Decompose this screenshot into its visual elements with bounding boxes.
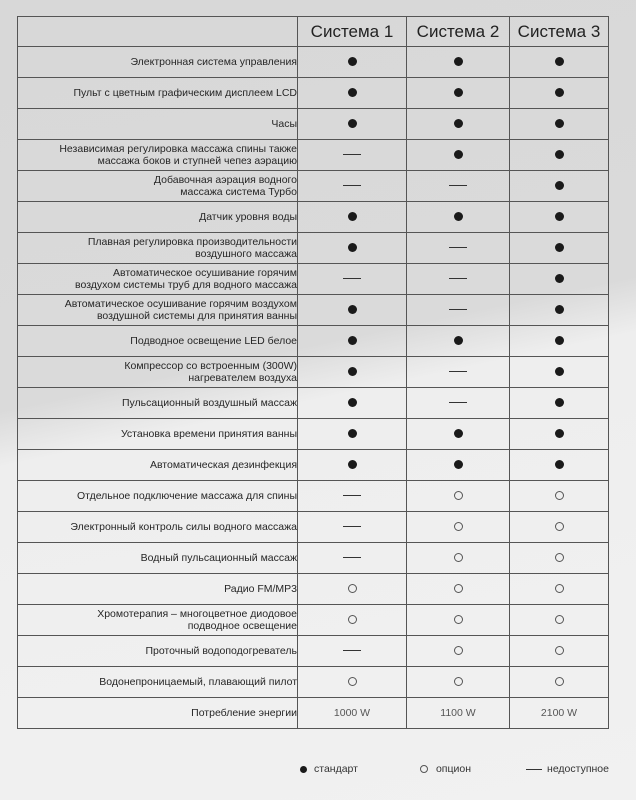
power-label: Потребление энергии [18,698,298,729]
empty-circle-icon [555,677,564,686]
system-2-cell [407,667,510,698]
feature-label-line: Автоматическое осушивание горячим [112,267,297,279]
filled-circle-icon [348,429,357,438]
feature-label [18,295,298,326]
feature-label [18,264,298,295]
dash-icon [526,769,542,770]
table-row [18,357,609,388]
dash-icon [343,557,361,558]
feature-label-line: подводное освещение [187,620,297,632]
system-2-cell [407,78,510,109]
system-1-cell [298,202,407,233]
system-1-cell [298,605,407,636]
table-row [18,419,609,450]
system-2-cell [407,574,510,605]
empty-circle-icon [454,491,463,500]
feature-label-line: Пульт с цветным графическим дисплеем LCD [73,87,297,99]
table-row [18,667,609,698]
system-3-cell [510,605,609,636]
feature-label-line: Проточный водоподогреватель [145,645,297,657]
power-row [18,698,609,729]
system-1-cell [298,295,407,326]
system-3-cell [510,388,609,419]
empty-circle-icon [454,615,463,624]
legend-standard [300,763,358,775]
feature-label [18,450,298,481]
feature-label [18,605,298,636]
feature-label-line: Пульсационный воздушный массаж [121,397,297,409]
empty-circle-icon [555,491,564,500]
system-3-cell [510,326,609,357]
filled-circle-icon [555,460,564,469]
filled-circle-icon [454,150,463,159]
feature-label-line: Добавочная аэрация водного [153,174,297,186]
system-1-cell [298,543,407,574]
power-system-2: 1100 W [407,698,510,729]
filled-circle-icon [555,336,564,345]
empty-circle-icon [348,677,357,686]
system-3-cell [510,419,609,450]
filled-circle-icon [555,119,564,128]
system-1-cell [298,78,407,109]
filled-circle-icon [454,460,463,469]
feature-label-line: массажа система Турбо [180,186,297,198]
system-2-cell [407,636,510,667]
power-system-3: 2100 W [510,698,609,729]
system-1-cell [298,233,407,264]
table-row [18,109,609,140]
dash-icon [449,371,467,372]
system-1-cell [298,450,407,481]
feature-label-line: Часы [271,118,297,130]
system-1-cell [298,667,407,698]
header-row [18,17,609,47]
system-2-cell [407,481,510,512]
filled-circle-icon [555,57,564,66]
filled-circle-icon [348,367,357,376]
empty-circle-icon [454,553,463,562]
system-3-cell [510,233,609,264]
feature-label [18,171,298,202]
table-row [18,605,609,636]
table-row [18,326,609,357]
feature-label [18,667,298,698]
table-body [18,47,609,729]
feature-label-line: Автоматическая дезинфекция [149,459,297,471]
system-2-cell [407,543,510,574]
system-1-cell [298,326,407,357]
filled-circle-icon [555,398,564,407]
table-row [18,264,609,295]
system-3-cell [510,543,609,574]
table-row [18,295,609,326]
header-system-3: Система 3 [510,17,609,47]
dash-icon [343,495,361,496]
legend-unavailable-label: недоступное [547,763,609,775]
table-row [18,388,609,419]
system-1-cell [298,388,407,419]
feature-label [18,481,298,512]
dash-icon [449,278,467,279]
feature-label [18,512,298,543]
filled-circle-icon [555,150,564,159]
feature-label [18,357,298,388]
system-3-cell [510,295,609,326]
dash-icon [343,650,361,651]
filled-circle-icon [454,429,463,438]
system-2-cell [407,388,510,419]
table-row [18,140,609,171]
table-row [18,636,609,667]
header-system-1: Система 1 [298,17,407,47]
filled-circle-icon [555,274,564,283]
feature-label-line: воздушного массажа [195,248,297,260]
filled-circle-icon [555,429,564,438]
filled-circle-icon [555,305,564,314]
system-2-cell [407,109,510,140]
feature-label [18,202,298,233]
table-row [18,481,609,512]
empty-circle-icon [555,646,564,655]
feature-label-line: Установка времени принятия ванны [120,428,297,440]
system-2-cell [407,171,510,202]
feature-label [18,574,298,605]
table-row [18,543,609,574]
system-1-cell [298,357,407,388]
system-2-cell [407,202,510,233]
dash-icon [449,309,467,310]
feature-label [18,636,298,667]
legend-standard-label: стандарт [314,763,358,775]
feature-label [18,233,298,264]
empty-circle-icon [454,677,463,686]
table-row [18,202,609,233]
filled-circle-icon [454,119,463,128]
filled-circle-icon [300,766,307,773]
system-2-cell [407,140,510,171]
table-row [18,171,609,202]
filled-circle-icon [454,212,463,221]
system-3-cell [510,140,609,171]
feature-label [18,109,298,140]
comparison-table [17,16,609,729]
feature-label-line: Компрессор со встроенным (300W) [124,360,297,372]
header-system-2: Система 2 [407,17,510,47]
feature-label-line: Датчик уровня воды [199,211,297,223]
filled-circle-icon [348,212,357,221]
system-2-cell [407,605,510,636]
empty-circle-icon [555,522,564,531]
filled-circle-icon [348,398,357,407]
table-row [18,47,609,78]
feature-label-line: массажа боков и ступней чепез аэрацию [97,155,297,167]
table-row [18,450,609,481]
dash-icon [449,185,467,186]
feature-label-line: Автоматическое осушивание горячим воздухом [64,298,297,310]
header-feature [18,17,298,47]
empty-circle-icon [420,765,428,773]
feature-label [18,78,298,109]
legend-option-label: опцион [435,763,472,775]
system-2-cell [407,295,510,326]
empty-circle-icon [348,584,357,593]
system-2-cell [407,450,510,481]
feature-label-line: Плавная регулировка производительности [87,236,297,248]
system-3-cell [510,171,609,202]
feature-label-line: Радио FM/MP3 [224,583,297,595]
feature-label [18,388,298,419]
system-1-cell [298,140,407,171]
filled-circle-icon [348,57,357,66]
feature-label-line: Электронный контроль силы водного массажа [70,521,297,533]
legend-option [420,763,471,775]
system-3-cell [510,78,609,109]
empty-circle-icon [348,615,357,624]
system-1-cell [298,47,407,78]
filled-circle-icon [454,336,463,345]
empty-circle-icon [555,615,564,624]
feature-label-line: воздухом системы труб для водного массажа [75,279,297,291]
dash-icon [449,247,467,248]
filled-circle-icon [348,305,357,314]
system-2-cell [407,419,510,450]
system-3-cell [510,574,609,605]
feature-label-line: Отдельное подключение массажа для спины [76,490,297,502]
system-1-cell [298,636,407,667]
feature-label-line: воздушной системы для принятия ванны [96,310,297,322]
filled-circle-icon [348,336,357,345]
dash-icon [449,402,467,403]
feature-label-line: Подводное освещение LED белое [130,335,297,347]
system-3-cell [510,109,609,140]
filled-circle-icon [555,212,564,221]
feature-label [18,140,298,171]
table-row [18,233,609,264]
feature-label [18,47,298,78]
system-1-cell [298,481,407,512]
feature-label-line: Электронная система управления [130,56,297,68]
system-3-cell [510,481,609,512]
system-1-cell [298,171,407,202]
system-3-cell [510,202,609,233]
table-row [18,78,609,109]
empty-circle-icon [555,584,564,593]
system-2-cell [407,357,510,388]
system-3-cell [510,450,609,481]
system-3-cell [510,667,609,698]
filled-circle-icon [555,367,564,376]
feature-label [18,326,298,357]
empty-circle-icon [555,553,564,562]
dash-icon [343,154,361,155]
system-1-cell [298,574,407,605]
filled-circle-icon [348,88,357,97]
system-2-cell [407,326,510,357]
feature-label-line: Водный пульсационный массаж [140,552,297,564]
system-1-cell [298,264,407,295]
system-1-cell [298,109,407,140]
comparison-table-container [17,16,609,729]
filled-circle-icon [348,119,357,128]
system-2-cell [407,47,510,78]
dash-icon [343,526,361,527]
system-1-cell [298,512,407,543]
filled-circle-icon [454,57,463,66]
dash-icon [343,278,361,279]
system-3-cell [510,264,609,295]
filled-circle-icon [454,88,463,97]
feature-label [18,543,298,574]
system-2-cell [407,233,510,264]
filled-circle-icon [348,460,357,469]
empty-circle-icon [454,522,463,531]
feature-label-line: Независимая регулировка массажа спины также [59,143,297,155]
empty-circle-icon [454,646,463,655]
feature-label-line: Хромотерапия – многоцветное диодовое [97,608,297,620]
table-row [18,512,609,543]
feature-label [18,419,298,450]
table-row [18,574,609,605]
dash-icon [343,185,361,186]
legend-unavailable [526,763,609,775]
system-1-cell [298,419,407,450]
system-3-cell [510,47,609,78]
legend [300,763,609,775]
system-2-cell [407,264,510,295]
feature-label-line: Водонепроницаемый, плавающий пилот [99,676,297,688]
feature-label-line: нагревателем воздуха [188,372,297,384]
system-3-cell [510,357,609,388]
system-2-cell [407,512,510,543]
system-3-cell [510,512,609,543]
filled-circle-icon [555,88,564,97]
filled-circle-icon [348,243,357,252]
empty-circle-icon [454,584,463,593]
system-3-cell [510,636,609,667]
filled-circle-icon [555,243,564,252]
filled-circle-icon [555,181,564,190]
power-system-1: 1000 W [298,698,407,729]
